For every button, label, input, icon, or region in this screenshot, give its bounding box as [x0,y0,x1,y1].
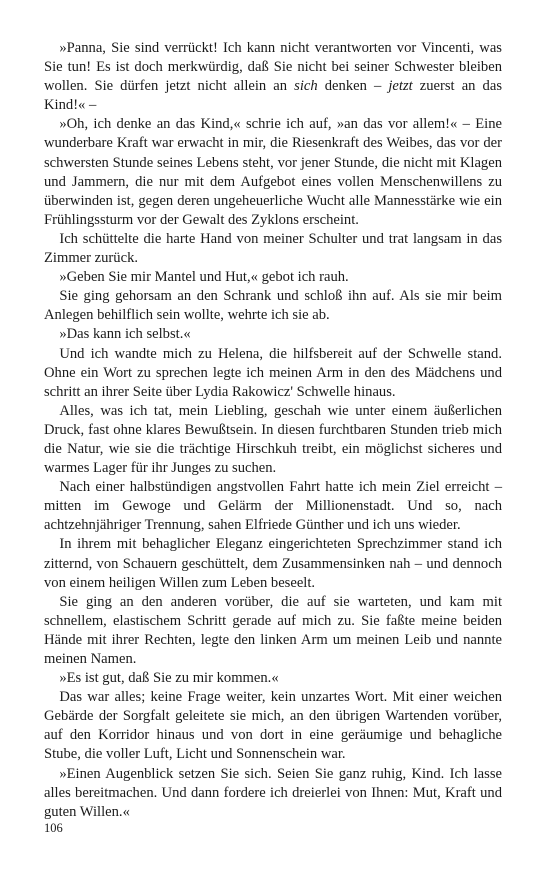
emphasis-text: sich [294,78,318,95]
paragraph-text: »Es ist gut, daß Sie zu mir kommen.« [59,670,279,687]
paragraph [44,402,502,478]
paragraph-text: Sie ging an den anderen vorüber, die auf sie warteten, und kam mit schnellem, elastischem Schritt gerade auf mich zu. Sie faßte meine beiden Hände mit ihrer Rechten, legte den linken Arm um meinen Leib und nannte meinen Namen. [44,593,502,667]
paragraph-text: »Geben Sie mir Mantel und Hut,« gebot ich rauh. [59,269,349,286]
paragraph [44,478,502,535]
paragraph-text: Und ich wandte mich zu Helena, die hilfsbereit auf der Schwelle stand. Ohne ein Wort zu sprechen legte ich meinen Arm in den des Mädchens und schritt an ihrer Seite über Lydia Rakowicz' Schwelle hinaus. [44,345,502,400]
paragraph-text: denken – [317,78,389,95]
paragraph-text: Das war alles; keine Frage weiter, kein unzartes Wort. Mit einer weichen Gebärde der Sorgfalt geleitete sie mich, an den übrigen Wartenden vorüber, auf den Korridor hinaus und von dort in eine geräumige und behagliche Stube, die voller Luft, Licht und Sonnenschein war. [44,689,502,763]
paragraph [44,535,502,592]
paragraph-text: In ihrem mit behaglicher Eleganz eingerichteten Sprechzimmer stand ich zitternd, von Schauern geschüttelt, dem Zusammensinken nah – und dennoch von einem heiligen Willen zum Leben beseelt. [44,536,502,591]
emphasis-text: jetzt [388,78,413,95]
paragraph [44,230,502,268]
paragraph-text: zuerst an das Kind!« – [44,78,502,114]
paragraph [44,115,502,230]
body-text [44,39,502,822]
page-number: 106 [44,821,63,835]
paragraph-text: Ich schüttelte die harte Hand von meiner Schulter und trat langsam in das Zimmer zurück. [44,230,502,267]
paragraph [44,39,502,115]
paragraph [44,287,502,325]
paragraph-text: Sie ging gehorsam an den Schrank und schloß ihn auf. Als sie mir beim Anlegen behilflich sein wollte, wehrte ich sie ab. [44,288,502,324]
paragraph [44,688,502,764]
paragraph-text: Alles, was ich tat, mein Liebling, geschah wie unter einem äußerlichen Druck, fast ohne klares Bewußtsein. In diesen furchtbaren Stunden trieb mich die Natur, wie sie die trächtige Hirschkuh treibt, ein möglichst sicheres und warmes Lager für ihr Junges zu suchen. [44,402,502,477]
paragraph-text: »Das kann ich selbst.« [59,326,191,343]
paragraph-text: »Oh, ich denke an das Kind,« schrie ich auf, »an das vor allem!« – Eine wunderbare Kraft war erwacht in mir, die Riesenkraft des Weibes, das vor der schwersten Stunde seines Lebens steht, vor jener Stunde, die nicht mit Klagen und Jammern, die nur mit dem Aufgebot eines vollen Menschenwillens zu überwinden ist, gegen deren ungeheuerliche Wucht alle Mannesstärke wie ein Frühlingssturm vor der Gewalt des Zyklons erscheint. [44,116,502,228]
paragraph-text: »Panna, Sie sind verrückt! Ich kann nicht verantworten vor Vincenti, was Sie tun! Es ist doch merkwürdig, daß Sie nicht bei seiner Schwester bleiben wollen. Sie dürfen jetzt nicht allein an [44,40,502,95]
paragraph-text: Nach einer halbstündigen angstvollen Fahrt hatte ich mein Ziel erreicht – mitten im Gewoge und Gelärm der Millionenstadt. Und so, nach achtzehnjähriger Trennung, sahen Elfriede Günther und ich uns wieder. [44,479,502,534]
paragraph [44,268,502,287]
paragraph-text: »Einen Augenblick setzen Sie sich. Seien Sie ganz ruhig, Kind. Ich lasse alles bereitmachen. Und dann fordere ich dreierlei von Ihnen: Mut, Kraft und guten Willen.« [44,765,502,820]
paragraph [44,593,502,669]
paragraph [44,765,502,822]
paragraph [44,325,502,344]
paragraph [44,345,502,402]
paragraph [44,669,502,688]
